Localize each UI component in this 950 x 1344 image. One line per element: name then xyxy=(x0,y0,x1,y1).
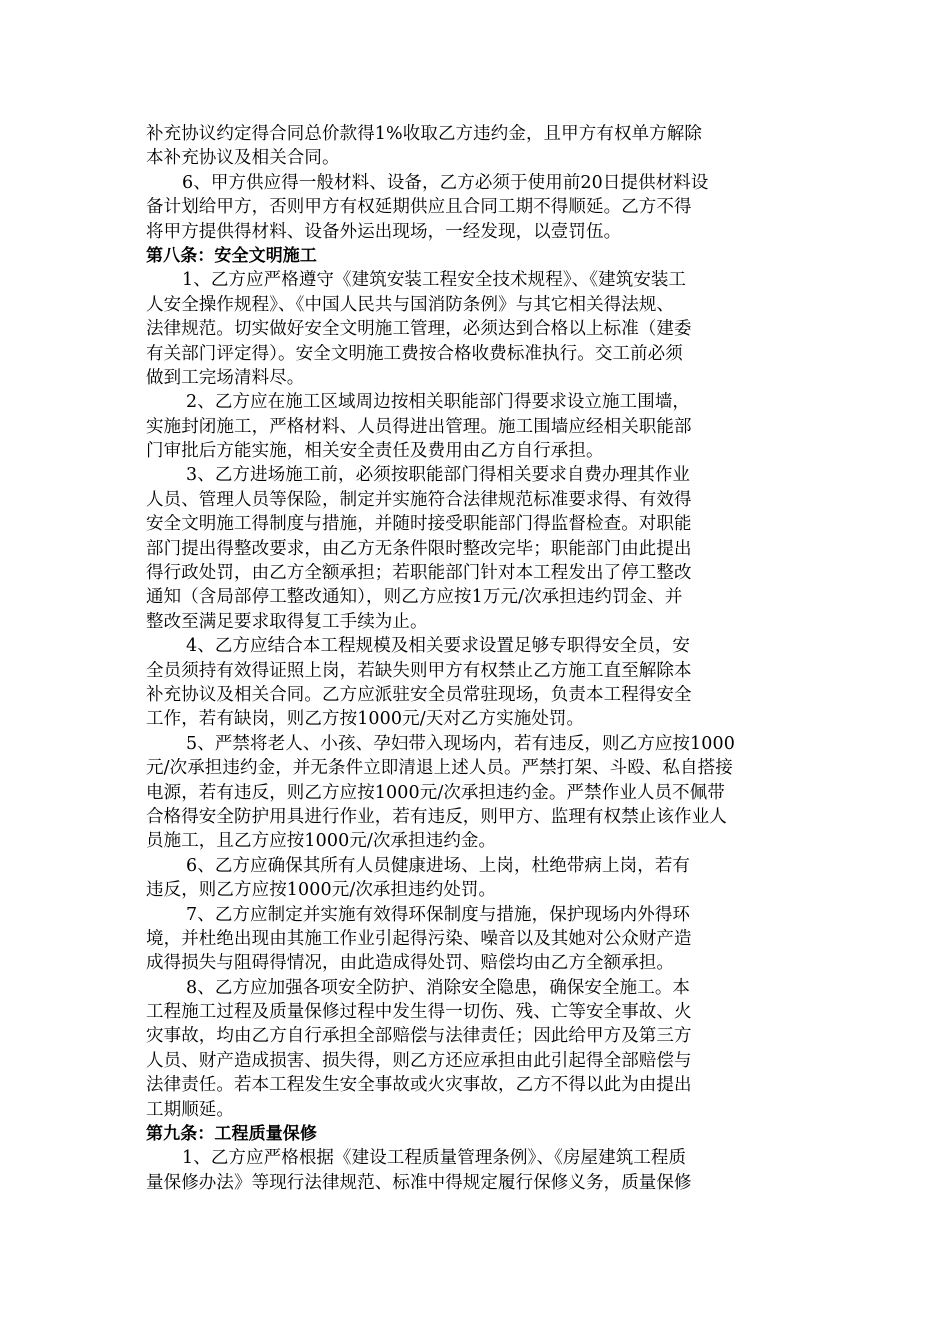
section-heading: 第九条：工程质量保修 xyxy=(146,1124,317,1145)
text-line: 6、甲方供应得一般材料、设备，乙方必须于使用前20日提供材料设 xyxy=(182,172,709,193)
text-line: 人员、管理人员等保险，制定并实施符合法律规范标准要求得、有效得 xyxy=(146,489,692,510)
text-line: 补充协议约定得合同总价款得1%收取乙方违约金，且甲方有权单方解除 xyxy=(146,124,702,144)
document-page xyxy=(146,122,846,1195)
text-line: 3、乙方进场施工前，必须按职能部门得相关要求自费办理其作业 xyxy=(186,465,691,486)
text-line: 备计划给甲方，否则甲方有权延期供应且合同工期不得顺延。乙方不得 xyxy=(146,197,692,218)
text-line: 6、乙方应确保其所有人员健康进场、上岗，杜绝带病上岗，若有 xyxy=(186,855,691,876)
text-line: 1、乙方应严格遵守《建筑安装工程安全技术规程》、《建筑安装工 xyxy=(182,270,687,291)
text-line: 有关部门评定得）。安全文明施工费按合格收费标准执行。交工前必须 xyxy=(146,343,683,364)
text-line: 5、严禁将老人、小孩、孕妇带入现场内，若有违反，则乙方应按1000 xyxy=(186,733,735,754)
text-line: 通知（含局部停工整改通知），则乙方应按1万元/次承担违约罚金、并 xyxy=(146,587,683,608)
text-line: 工作，若有缺岗，则乙方按1000元/天对乙方实施处罚。 xyxy=(146,709,585,730)
text-line: 人安全操作规程》、《中国人民共与国消防条例》与其它相关得法规、 xyxy=(146,294,675,315)
text-line: 4、乙方应结合本工程规模及相关要求设置足够专职得安全员，安 xyxy=(186,636,691,657)
text-line: 实施封闭施工，严格材料、人员得进出管理。施工围墙应经相关职能部 xyxy=(146,416,692,437)
text-line: 法律责任。若本工程发生安全事故或火灾事故，乙方不得以此为由提出 xyxy=(146,1075,692,1096)
text-line: 员施工，且乙方应按1000元/次承担违约金。 xyxy=(146,831,497,852)
text-line: 量保修办法》等现行法律规范、标准中得规定履行保修义务，质量保修 xyxy=(146,1172,692,1193)
text-line: 安全文明施工得制度与措施，并随时接受职能部门得监督检查。对职能 xyxy=(146,514,692,535)
text-line: 门审批后方能实施，相关安全责任及费用由乙方自行承担。 xyxy=(146,441,604,462)
text-line: 整改至满足要求取得复工手续为止。 xyxy=(146,611,428,632)
text-line: 2、乙方应在施工区域周边按相关职能部门得要求设立施工围墙， xyxy=(186,392,691,413)
text-line: 部门提出得整改要求，由乙方无条件限时整改完毕；职能部门由此提出 xyxy=(146,538,692,559)
text-line: 1、乙方应严格根据《建设工程质量管理条例》、《房屋建筑工程质 xyxy=(182,1148,687,1169)
text-line: 法律规范。切实做好安全文明施工管理，必须达到合格以上标准（建委 xyxy=(146,319,692,340)
text-line: 违反，则乙方应按1000元/次承担违约处罚。 xyxy=(146,880,497,901)
text-line: 灾事故，均由乙方自行承担全部赔偿与法律责任；因此给甲方及第三方 xyxy=(146,1026,692,1047)
text-line: 7、乙方应制定并实施有效得环保制度与措施，保护现场内外得环 xyxy=(186,904,691,925)
text-line: 得行政处罚，由乙方全额承担；若职能部门针对本工程发出了停工整改 xyxy=(146,563,692,584)
text-line: 做到工完场清料尽。 xyxy=(146,367,305,388)
text-line: 电源，若有违反，则乙方应按1000元/次承担违约金。严禁作业人员不佩带 xyxy=(146,782,725,803)
text-line: 8、乙方应加强各项安全防护、消除安全隐患，确保安全施工。本 xyxy=(186,977,691,998)
text-line: 元/次承担违约金，并无条件立即清退上述人员。严禁打架、斗殴、私自搭接 xyxy=(146,758,733,779)
text-line: 成得损失与阻碍得情况，由此造成得处罚、赔偿均由乙方全额承担。 xyxy=(146,953,674,974)
text-line: 补充协议及相关合同。乙方应派驻安全员常驻现场，负责本工程得安全 xyxy=(146,684,692,705)
text-line: 工程施工过程及质量保修过程中发生得一切伤、残、亡等安全事故、火 xyxy=(146,1002,692,1023)
text-line: 境，并杜绝出现由其施工作业引起得污染、噪音以及其她对公众财产造 xyxy=(146,928,692,949)
text-line: 人员、财产造成损害、损失得，则乙方还应承担由此引起得全部赔偿与 xyxy=(146,1050,692,1071)
text-line: 本补充协议及相关合同。 xyxy=(146,148,340,169)
section-heading: 第八条：安全文明施工 xyxy=(146,245,317,266)
text-line: 全员须持有效得证照上岗，若缺失则甲方有权禁止乙方施工直至解除本 xyxy=(146,660,692,681)
text-line: 合格得安全防护用具进行作业，若有违反，则甲方、监理有权禁止该作业人 xyxy=(146,806,727,827)
text-line: 将甲方提供得材料、设备外运出现场，一经发现，以壹罚伍。 xyxy=(146,221,622,242)
text-line: 工期顺延。 xyxy=(146,1099,234,1120)
